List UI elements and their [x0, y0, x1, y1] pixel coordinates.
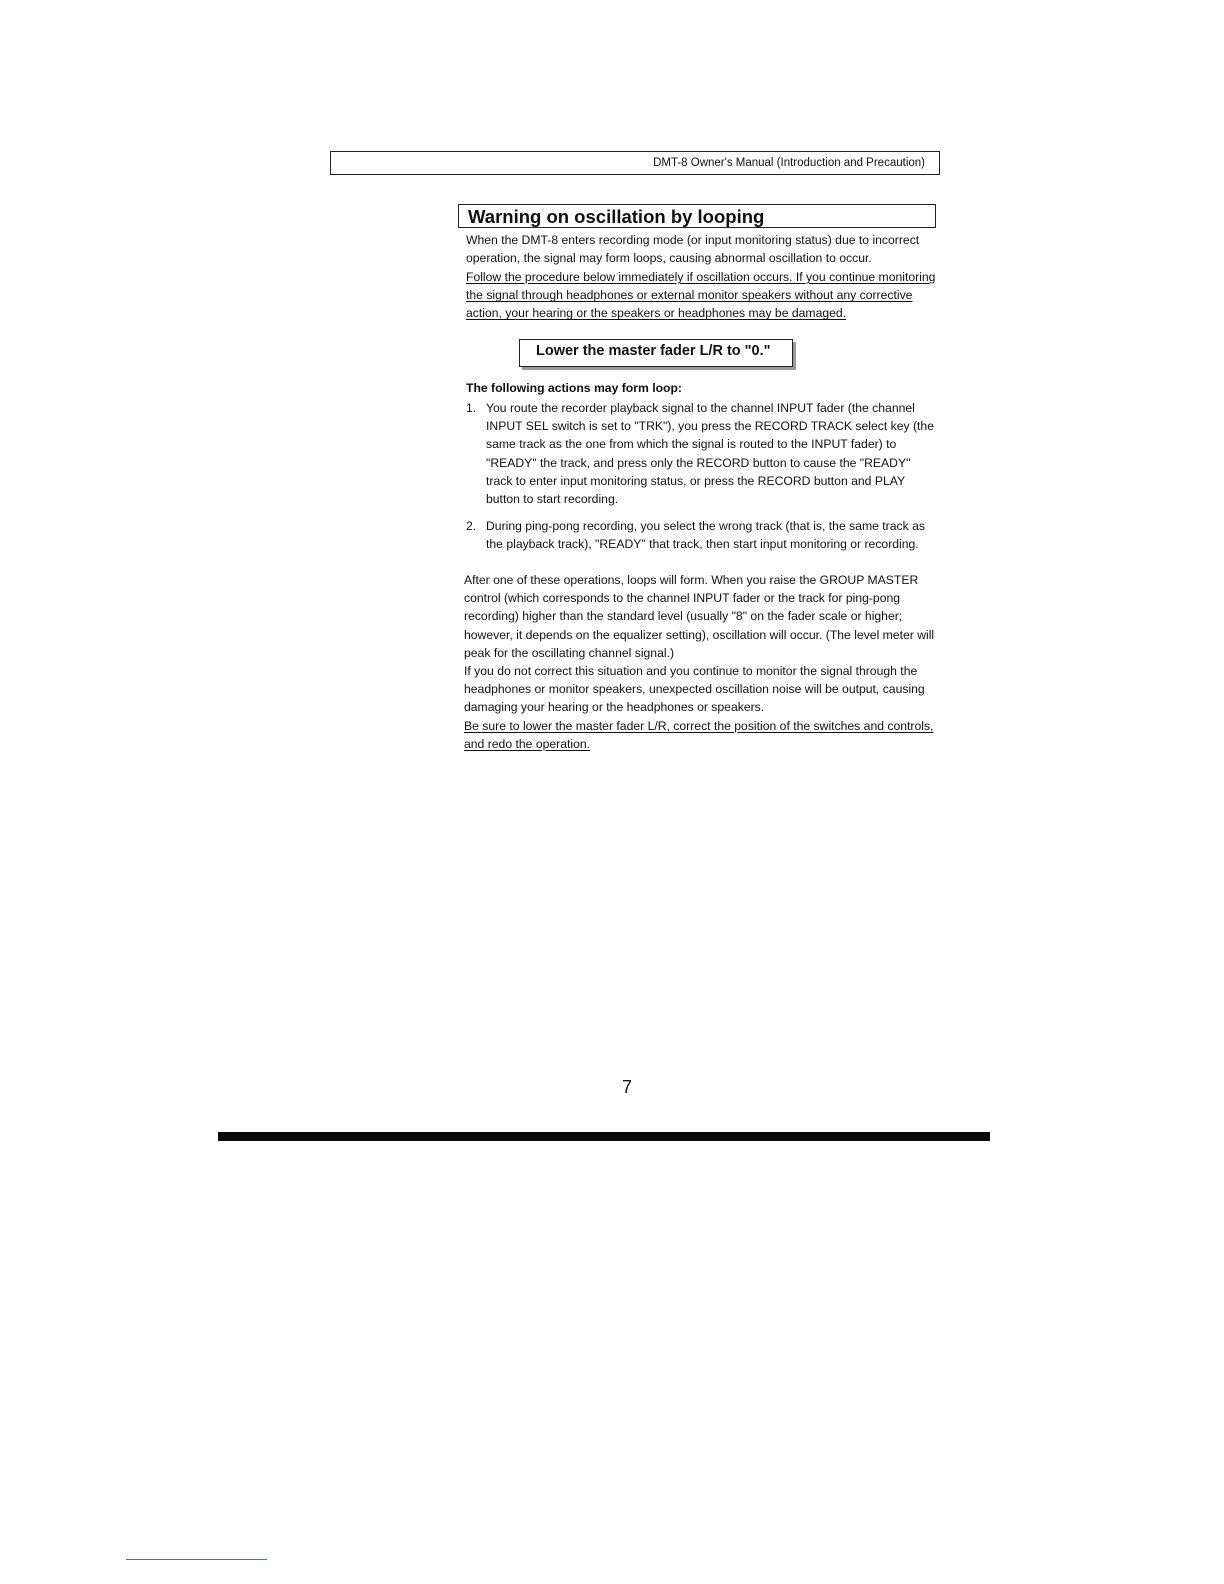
- final-warning-line: Be sure to lower the master fader L/R, correct the position of the switches and controls,: [464, 718, 934, 733]
- list-line: track to enter input monitoring status, or press the RECORD button and PLAY: [486, 473, 906, 488]
- list-number: 2.: [466, 519, 477, 533]
- list-line: "READY" the track, and press only the RECORD button to cause the "READY": [486, 455, 911, 470]
- callout-text: Lower the master fader L/R to "0.": [536, 343, 771, 359]
- list-line: You route the recorder playback signal to the channel INPUT fader (the channel: [486, 401, 915, 415]
- list-body: [486, 399, 934, 508]
- after-line: recording) higher than the standard level (usually "8" on the fader scale or higher;: [464, 609, 903, 624]
- page-number: 7: [622, 1077, 633, 1097]
- intro-line: When the DMT-8 enters recording mode (or input monitoring status) due to incorrect: [466, 233, 920, 247]
- section-title: Warning on oscillation by looping: [468, 206, 765, 227]
- after-line: damaging your hearing or the headphones or speakers.: [464, 700, 765, 715]
- list-body: [486, 517, 925, 553]
- intro-paragraph: [466, 231, 919, 267]
- callout-box: [519, 339, 793, 367]
- section-title-box: [458, 204, 936, 228]
- final-warning-line: and redo the operation.: [464, 736, 591, 751]
- after-line: control (which corresponds to the channel INPUT fader or the track for ping-pong: [464, 591, 901, 606]
- bottom-rule: [126, 1559, 267, 1560]
- after-line: however, it depends on the equalizer setting), oscillation will occur. (The level meter will: [464, 627, 935, 642]
- list-line: same track as the one from which the signal is routed to the INPUT fader) to: [486, 437, 897, 452]
- after-paragraph: [464, 571, 934, 753]
- warning-line: the signal through headphones or external monitor speakers without any corrective: [466, 288, 913, 303]
- intro-line: operation, the signal may form loops, causing abnormal oscillation to occur.: [466, 251, 872, 266]
- after-line: After one of these operations, loops will form. When you raise the GROUP MASTER: [464, 573, 919, 587]
- after-line: headphones or monitor speakers, unexpected oscillation noise will be output, causing: [464, 682, 925, 697]
- warning-line: action, your hearing or the speakers or headphones may be damaged.: [466, 306, 847, 321]
- list-line: button to start recording.: [486, 492, 619, 507]
- loop-actions-heading: The following actions may form loop:: [466, 381, 682, 395]
- after-line: peak for the oscillating channel signal.): [464, 645, 675, 660]
- list-line: INPUT SEL switch is set to "TRK"), you press the RECORD TRACK select key (the: [486, 419, 934, 434]
- manual-title: DMT-8 Owner's Manual (Introduction and Precaution): [653, 157, 925, 169]
- after-line: If you do not correct this situation and you continue to monitor the signal through the: [464, 664, 918, 679]
- warning-line: Follow the procedure below immediately if oscillation occurs. If you continue monitoring: [466, 270, 936, 284]
- running-header: [330, 151, 940, 175]
- list-number: 1.: [466, 401, 477, 415]
- warning-paragraph: [466, 268, 935, 323]
- footer-bar: [218, 1132, 990, 1141]
- list-line: the playback track), "READY" that track, then start input monitoring or recording.: [486, 537, 919, 552]
- list-line: During ping-pong recording, you select the wrong track (that is, the same track as: [486, 519, 925, 533]
